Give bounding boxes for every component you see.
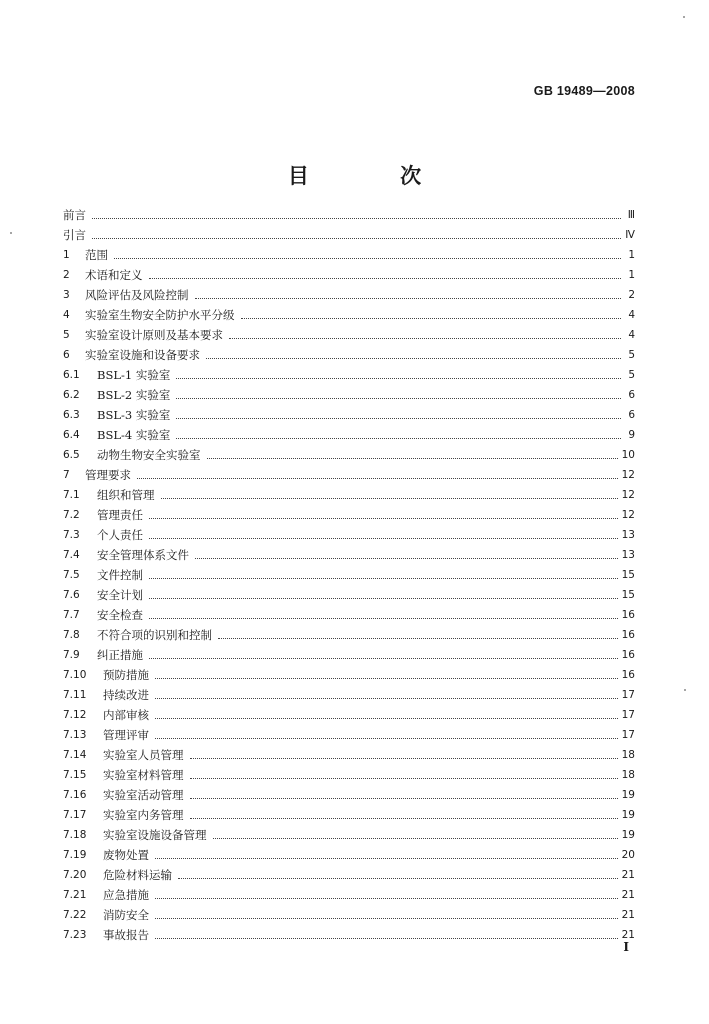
toc-entry-number: 7.23	[63, 929, 87, 941]
toc-entry-page: 20	[621, 849, 635, 861]
toc-entry-number: 7.15	[63, 769, 87, 781]
dot-leader	[176, 377, 621, 379]
toc-entry-page: 21	[621, 869, 635, 881]
toc-entry-label: 管理评审	[103, 728, 149, 742]
toc-entry-number: 5	[63, 329, 70, 341]
toc-entry	[63, 705, 635, 725]
scan-speck	[684, 689, 686, 691]
toc-entry-label: 管理责任	[97, 508, 143, 522]
toc-entry-number: 7.2	[63, 509, 80, 521]
page-number: Ⅰ	[623, 940, 629, 954]
toc-entry-page: 16	[621, 669, 635, 681]
dot-leader	[155, 917, 618, 919]
dot-leader	[92, 217, 621, 219]
toc-entry-page: 15	[621, 589, 635, 601]
toc-entry-page: 4	[628, 329, 635, 341]
toc-entry	[63, 745, 635, 765]
toc-entry	[63, 305, 635, 325]
toc-entry	[63, 825, 635, 845]
toc-entry	[63, 665, 635, 685]
dot-leader	[114, 257, 621, 259]
toc-entry-label: BSL-2 实验室	[97, 388, 171, 402]
toc-entry-page: 17	[621, 709, 635, 721]
dot-leader	[241, 317, 622, 319]
dot-leader	[190, 757, 618, 759]
toc-entry-page: 16	[621, 629, 635, 641]
toc-entry-page: 17	[621, 689, 635, 701]
toc-entry-label: 持续改进	[103, 688, 149, 702]
toc-entry-page: 16	[621, 649, 635, 661]
dot-leader	[149, 577, 618, 579]
toc-entry	[63, 785, 635, 805]
toc-entry-page: 12	[621, 509, 635, 521]
dot-leader	[137, 477, 618, 479]
toc-entry	[63, 545, 635, 565]
toc-entry-label: 文件控制	[97, 568, 143, 582]
toc-entry-number: 7.9	[63, 649, 80, 661]
toc-entry-page: 16	[621, 609, 635, 621]
toc-entry-label: 内部审核	[103, 708, 149, 722]
toc-entry-page: 13	[621, 529, 635, 541]
toc-entry-number: 7.19	[63, 849, 87, 861]
toc-entry-label: BSL-1 实验室	[97, 368, 171, 382]
dot-leader	[176, 397, 621, 399]
toc-entry-page: 19	[621, 789, 635, 801]
toc-entry-label: 预防措施	[103, 668, 149, 682]
dot-leader	[149, 617, 618, 619]
dot-leader	[161, 497, 618, 499]
dot-leader	[190, 777, 618, 779]
toc-entry-page: 15	[621, 569, 635, 581]
toc-entry-label: 安全检查	[97, 608, 143, 622]
toc-entry-page: 13	[621, 549, 635, 561]
toc-entry	[63, 845, 635, 865]
dot-leader	[176, 417, 621, 419]
toc-entry-page: 5	[628, 369, 635, 381]
dot-leader	[155, 737, 618, 739]
toc-entry	[63, 425, 635, 445]
toc-entry-number: 7.10	[63, 669, 87, 681]
toc-entry-number: 7.22	[63, 909, 87, 921]
page-title: 目 次	[287, 163, 464, 189]
toc-entry-page: 6	[628, 409, 635, 421]
toc-entry-number: 6.5	[63, 449, 80, 461]
toc-entry-page: 18	[621, 749, 635, 761]
toc-entry	[63, 385, 635, 405]
toc-entry	[63, 585, 635, 605]
toc-entry-label: 实验室内务管理	[103, 808, 184, 822]
toc-entry-label: 个人责任	[97, 528, 143, 542]
dot-leader	[155, 697, 618, 699]
toc-entry-label: 实验室材料管理	[103, 768, 184, 782]
toc-entry-number: 6.3	[63, 409, 80, 421]
toc-entry-number: 7.7	[63, 609, 80, 621]
dot-leader	[213, 837, 618, 839]
toc-entry-label: 风险评估及风险控制	[85, 288, 189, 302]
toc-entry	[63, 445, 635, 465]
toc-entry-page: 1	[628, 269, 635, 281]
toc-entry	[63, 405, 635, 425]
toc-entry-number: 7.20	[63, 869, 87, 881]
toc-entry	[63, 285, 635, 305]
dot-leader	[206, 357, 621, 359]
toc-entry	[63, 685, 635, 705]
dot-leader	[195, 557, 618, 559]
toc-entry	[63, 365, 635, 385]
toc-entry	[63, 245, 635, 265]
toc-entry-label: 实验室活动管理	[103, 788, 184, 802]
toc-entry-number: 7.16	[63, 789, 87, 801]
toc-entry-label: 范围	[85, 248, 108, 262]
toc-entry-page: 1	[628, 249, 635, 261]
toc-entry-label: 引言	[63, 228, 86, 242]
toc-entry	[63, 525, 635, 545]
toc-entry-label: 安全管理体系文件	[97, 548, 189, 562]
toc-entry	[63, 645, 635, 665]
dot-leader	[190, 797, 618, 799]
toc-entry-number: 6.1	[63, 369, 80, 381]
dot-leader	[149, 657, 618, 659]
toc-entry	[63, 225, 635, 245]
toc-entry-page: 5	[628, 349, 635, 361]
toc-entry-page: Ⅲ	[627, 209, 635, 221]
toc-entry	[63, 885, 635, 905]
toc-entry-number: 7.8	[63, 629, 80, 641]
dot-leader	[155, 857, 618, 859]
toc-entry-number: 6	[63, 349, 70, 361]
toc-entry-label: 管理要求	[85, 468, 131, 482]
dot-leader	[155, 717, 618, 719]
toc-entry-label: 消防安全	[103, 908, 149, 922]
toc-entry	[63, 925, 635, 945]
toc-entry-page: 19	[621, 809, 635, 821]
toc-entry	[63, 205, 635, 225]
toc-entry-number: 7.17	[63, 809, 87, 821]
scan-speck	[10, 232, 12, 234]
toc-entry-label: 不符合项的识别和控制	[97, 628, 212, 642]
toc-entry-page: 10	[621, 449, 635, 461]
dot-leader	[178, 877, 618, 879]
toc-entry-number: 7.3	[63, 529, 80, 541]
dot-leader	[207, 457, 618, 459]
toc-entry	[63, 265, 635, 285]
dot-leader	[218, 637, 618, 639]
toc-entry-page: 18	[621, 769, 635, 781]
toc-entry-number: 7.4	[63, 549, 80, 561]
dot-leader	[190, 817, 618, 819]
toc-entry-page: 4	[628, 309, 635, 321]
toc-entry	[63, 625, 635, 645]
toc-entry	[63, 485, 635, 505]
toc-entry-label: 实验室生物安全防护水平分级	[85, 308, 235, 322]
dot-leader	[149, 277, 622, 279]
toc-entry-number: 7.1	[63, 489, 80, 501]
toc-entry	[63, 465, 635, 485]
toc-entry-number: 7.18	[63, 829, 87, 841]
toc-entry	[63, 765, 635, 785]
toc-entry-label: 废物处置	[103, 848, 149, 862]
toc-entry-number: 7	[63, 469, 70, 481]
toc-entry-number: 7.13	[63, 729, 87, 741]
toc-entry-label: BSL-4 实验室	[97, 428, 171, 442]
toc-entry-number: 7.5	[63, 569, 80, 581]
toc-entry-label: 实验室设计原则及基本要求	[85, 328, 223, 342]
scan-speck	[683, 16, 685, 18]
toc-entry	[63, 725, 635, 745]
toc-entry	[63, 605, 635, 625]
dot-leader	[195, 297, 622, 299]
dot-leader	[155, 897, 618, 899]
toc-entry	[63, 505, 635, 525]
toc-entry-label: 实验室设施设备管理	[103, 828, 207, 842]
toc-entry-number: 7.21	[63, 889, 87, 901]
toc-entry-label: 安全计划	[97, 588, 143, 602]
toc-entry	[63, 565, 635, 585]
toc-entry-page: 9	[628, 429, 635, 441]
toc-entry-label: 纠正措施	[97, 648, 143, 662]
dot-leader	[176, 437, 621, 439]
toc-entry-label: 事故报告	[103, 928, 149, 942]
toc-entry-label: 组织和管理	[97, 488, 155, 502]
toc-entry-page: 12	[621, 469, 635, 481]
toc-entry-number: 6.2	[63, 389, 80, 401]
toc-entry-label: 应急措施	[103, 888, 149, 902]
toc-entry-number: 7.11	[63, 689, 87, 701]
toc-entry	[63, 325, 635, 345]
toc-entry	[63, 865, 635, 885]
toc-entry-number: 6.4	[63, 429, 80, 441]
toc-entry	[63, 805, 635, 825]
toc-entry-page: 21	[621, 929, 635, 941]
dot-leader	[92, 237, 621, 239]
toc-entry-page: 12	[621, 489, 635, 501]
toc-entry-page: 2	[628, 289, 635, 301]
toc-entry-number: 4	[63, 309, 70, 321]
toc-entry-page: 19	[621, 829, 635, 841]
toc-entry-page: 21	[621, 909, 635, 921]
toc-entry-label: 前言	[63, 208, 86, 222]
toc-entry-label: 动物生物安全实验室	[97, 448, 201, 462]
toc-entry-page: 21	[621, 889, 635, 901]
toc-entry-number: 7.12	[63, 709, 87, 721]
toc-entry-number: 1	[63, 249, 70, 261]
toc-entry-page: 6	[628, 389, 635, 401]
toc-entry-label: 危险材料运输	[103, 868, 172, 882]
dot-leader	[155, 677, 618, 679]
toc-entry	[63, 905, 635, 925]
toc-entry-number: 3	[63, 289, 70, 301]
toc-entry-number: 7.14	[63, 749, 87, 761]
dot-leader	[229, 337, 621, 339]
toc-entry-label: 术语和定义	[85, 268, 143, 282]
standard-code: GB 19489—2008	[533, 84, 635, 98]
dot-leader	[155, 937, 618, 939]
toc-entry-label: 实验室设施和设备要求	[85, 348, 200, 362]
toc-entry-page: Ⅳ	[625, 229, 635, 241]
dot-leader	[149, 517, 618, 519]
table-of-contents	[63, 205, 635, 945]
toc-entry	[63, 345, 635, 365]
toc-entry-page: 17	[621, 729, 635, 741]
toc-entry-label: BSL-3 实验室	[97, 408, 171, 422]
dot-leader	[149, 597, 618, 599]
dot-leader	[149, 537, 618, 539]
toc-entry-label: 实验室人员管理	[103, 748, 184, 762]
toc-entry-number: 2	[63, 269, 70, 281]
toc-entry-number: 7.6	[63, 589, 80, 601]
